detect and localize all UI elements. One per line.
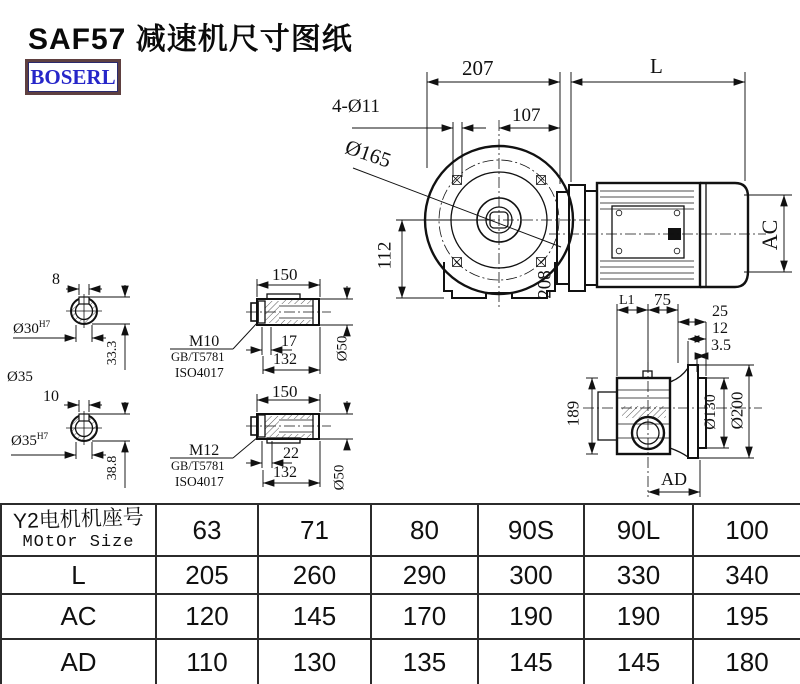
bore1-keyway-width: 8 — [52, 271, 60, 288]
cell-AC-80: 170 — [371, 594, 478, 639]
shaft1-standard: GB/T5781 — [171, 350, 225, 364]
shaft1-body-length: 132 — [273, 351, 297, 368]
col-100: 100 — [693, 504, 800, 556]
shaft2-standard: GB/T5781 — [171, 459, 225, 473]
dim-3-5: 3.5 — [711, 337, 731, 354]
bore1-keyway-height: 33.3 — [105, 340, 120, 366]
cell-AD-63: 110 — [156, 639, 258, 684]
table-row-L — [1, 556, 800, 594]
dim-200: Ø200 — [727, 391, 747, 430]
cell-AD-100: 180 — [693, 639, 800, 684]
dimension-table — [0, 503, 800, 684]
dim-208: 208 — [534, 270, 556, 299]
cell-AC-100: 195 — [693, 594, 800, 639]
cell-L-63: 205 — [156, 556, 258, 594]
dim-107: 107 — [512, 105, 541, 126]
cell-AC-71: 145 — [258, 594, 371, 639]
table-row-AD — [1, 639, 800, 684]
cell-L-100: 340 — [693, 556, 800, 594]
motor-size-header-cn: Y2电机机座号 — [12, 506, 145, 534]
motor-size-header — [1, 504, 156, 556]
cell-L-90L: 330 — [584, 556, 693, 594]
shaft2-iso: ISO4017 — [175, 474, 224, 489]
bore2-diameter — [11, 433, 48, 449]
cell-L-90S: 300 — [478, 556, 584, 594]
bore2-diameter-value: Ø35 — [11, 433, 37, 449]
page-title: SAF57 减速机尺寸图纸 — [28, 23, 353, 56]
dim-207: 207 — [462, 56, 494, 80]
shaft2-thread-length: 22 — [283, 445, 299, 462]
cell-AD-71: 130 — [258, 639, 371, 684]
bore2-keyway-height: 38.8 — [105, 455, 120, 481]
col-80: 80 — [371, 504, 478, 556]
bore1-diameter — [13, 321, 50, 337]
dim-12: 12 — [712, 320, 728, 337]
cell-AD-90L: 145 — [584, 639, 693, 684]
col-90S: 90S — [478, 504, 584, 556]
shaft1-diameter: Ø50 — [334, 335, 351, 362]
dim-130: Ø130 — [702, 394, 719, 430]
bore2-tolerance: H7 — [36, 432, 49, 442]
col-63: 63 — [156, 504, 258, 556]
shaft2-length: 150 — [272, 382, 298, 401]
shaft1-thread-length: 17 — [281, 333, 297, 350]
cell-AC-90L: 190 — [584, 594, 693, 639]
cell-L-71: 260 — [258, 556, 371, 594]
row-label-AD: AD — [1, 639, 156, 684]
dim-25: 25 — [712, 303, 728, 320]
bore1-diameter-value: Ø30 — [13, 321, 39, 337]
shaft1-iso: ISO4017 — [175, 365, 224, 380]
dim-bolt-circle: Ø165 — [342, 134, 395, 173]
shaft2-thread: M12 — [189, 442, 220, 459]
dim-112: 112 — [374, 241, 396, 270]
motor-size-header-en: MOtOr Size — [22, 532, 135, 552]
shaft2-body-length: 132 — [273, 464, 297, 481]
table-header-row — [1, 504, 800, 556]
brand-logo: BOSERL — [28, 62, 118, 92]
shaft1-thread: M10 — [189, 333, 220, 350]
row-label-AC: AC — [1, 594, 156, 639]
dim-bolt-holes: 4-Ø11 — [332, 96, 380, 117]
dim-L1: L1 — [619, 293, 635, 308]
cell-AD-90S: 145 — [478, 639, 584, 684]
table-row-AC — [1, 594, 800, 639]
dim-AC: AC — [757, 219, 782, 251]
bore1-tolerance: H7 — [38, 320, 51, 330]
dim-L: L — [650, 54, 663, 78]
cell-AC-90S: 190 — [478, 594, 584, 639]
shaft2-diameter: Ø50 — [331, 464, 348, 491]
col-71: 71 — [258, 504, 371, 556]
col-90L: 90L — [584, 504, 693, 556]
dim-AD: AD — [661, 469, 687, 489]
shaft2-outer-diameter-label: Ø35 — [7, 369, 33, 385]
bore2-keyway-width: 10 — [43, 388, 59, 405]
dim-75: 75 — [654, 290, 671, 309]
row-label-L: L — [1, 556, 156, 594]
dim-189: 189 — [563, 400, 583, 427]
main-view — [352, 72, 792, 308]
cell-L-80: 290 — [371, 556, 478, 594]
shaft1-length: 150 — [272, 265, 298, 284]
cell-AD-80: 135 — [371, 639, 478, 684]
cell-AC-63: 120 — [156, 594, 258, 639]
